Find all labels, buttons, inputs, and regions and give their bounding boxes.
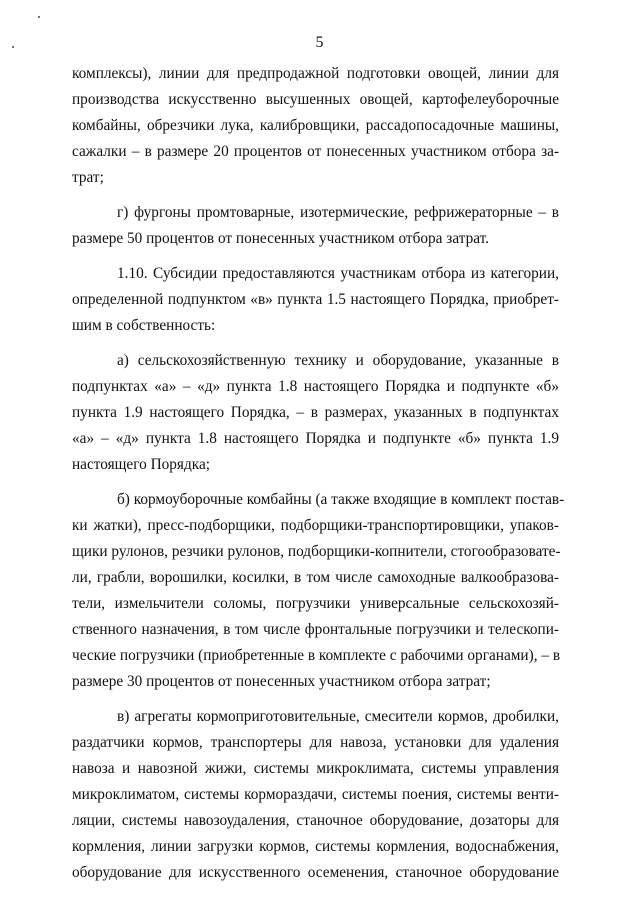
text-line: г) фургоны промтоварные, изотермические, рефрижераторные – в: [117, 204, 559, 221]
text-line: трат;: [72, 169, 104, 186]
text-line: размере 50 процентов от понесенных участником отбора затрат.: [72, 230, 490, 247]
text-line: комплексы), линии для предпродажной подготовки овощей, линии для: [72, 65, 559, 82]
text-line: ляции, системы навозоудаления, станочное оборудование, дозаторы для: [72, 812, 559, 829]
text-line: производства искусственно высушенных овощей, картофелеуборочные: [72, 91, 559, 108]
text-line: б) кормоуборочные комбайны (а также входящие в комплект постав-: [117, 491, 565, 508]
text-line: в) агрегаты кормоприготовительные, смесители кормов, дробилки,: [117, 708, 559, 725]
text-line: размере 30 процентов от понесенных участником отбора затрат;: [72, 673, 491, 690]
text-line: оборудование для искусственного осеменения, станочное оборудование: [72, 864, 559, 881]
text-line: «а» – «д» пункта 1.8 настоящего Порядка и подпункте «б» пункта 1.9: [72, 430, 559, 447]
text-line: 1.10. Субсидии предоставляются участникам отбора из категории,: [117, 265, 559, 282]
text-line: раздатчики кормов, транспортеры для навоза, установки для удаления: [72, 734, 559, 751]
text-line: щики рулонов, резчики рулонов, подборщики-копнители, стогообразовате-: [72, 543, 561, 560]
text-line: подпунктах «а» – «д» пункта 1.8 настоящего Порядка и подпункте «б»: [72, 378, 559, 395]
text-line: шим в собственность:: [72, 317, 216, 334]
text-line: тели, измельчители соломы, погрузчики универсальные сельскохозяй-: [72, 595, 559, 612]
text-line: комбайны, обрезчики лука, калибровщики, рассадопосадочные машины,: [72, 117, 559, 134]
text-line: сажалки – в размере 20 процентов от понесенных участником отбора за-: [72, 143, 559, 160]
text-line: ческие погрузчики (приобретенные в комплекте с рабочими органами), – в: [72, 647, 561, 664]
text-line: кормления, линии загрузки кормов, системы кормления, водоснабжения,: [72, 838, 559, 855]
scan-speck: [38, 16, 40, 18]
body-text: [72, 61, 565, 886]
text-line: навоза и навозной жижи, системы микроклимата, системы управления: [72, 760, 559, 777]
text-line: ли, грабли, ворошилки, косилки, в том числе самоходные валкообразова-: [72, 569, 559, 586]
scan-speck: [12, 46, 14, 48]
text-line: ки жатки), пресс-подборщики, подборщики-транспортировщики, упаков-: [72, 517, 559, 534]
page-number: 5: [315, 34, 324, 51]
text-line: ственного назначения, в том числе фронтальные погрузчики и телескопи-: [72, 621, 559, 638]
text-line: настоящего Порядка;: [72, 456, 210, 473]
text-line: определенной подпунктом «в» пункта 1.5 настоящего Порядка, приобрет-: [72, 291, 559, 308]
text-line: микроклиматом, системы кормораздачи, системы поения, системы венти-: [72, 786, 559, 803]
text-line: пункта 1.9 настоящего Порядка, – в размерах, указанных в подпунктах: [72, 404, 559, 421]
text-line: а) сельскохозяйственную технику и оборудование, указанные в: [117, 352, 559, 369]
